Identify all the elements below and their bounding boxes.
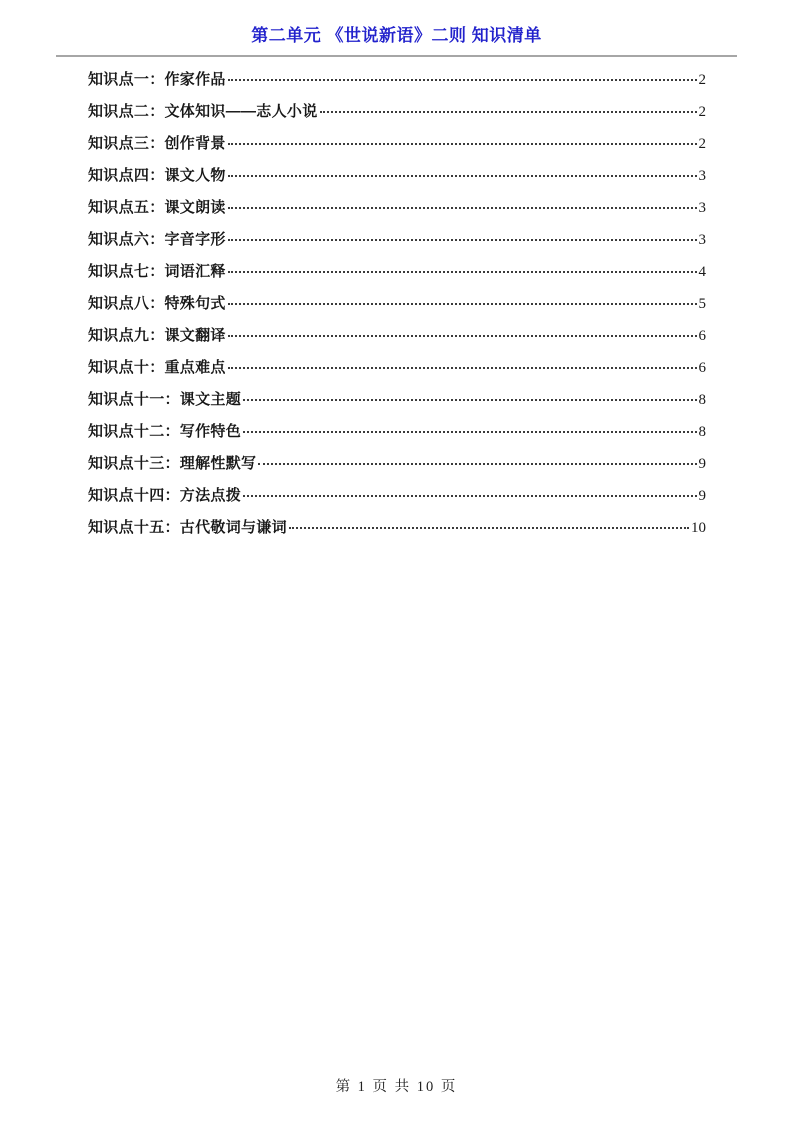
toc-item-label: 知识点四：课文人物 xyxy=(88,167,226,184)
toc-dotted-leader xyxy=(228,303,697,305)
toc-dotted-leader xyxy=(228,239,697,241)
toc-item-label: 知识点十：重点难点 xyxy=(88,359,226,376)
toc-item-label: 知识点八：特殊句式 xyxy=(88,295,226,312)
toc-item-label: 知识点五：课文朗读 xyxy=(88,199,226,216)
toc-entry[interactable] xyxy=(88,292,706,324)
toc-item-page: 9 xyxy=(698,488,706,504)
toc-item-page: 2 xyxy=(698,136,706,152)
toc-item-label: 知识点十二：写作特色 xyxy=(88,423,242,440)
toc-item-label: 知识点十三：理解性默写 xyxy=(88,455,257,472)
toc-dotted-leader xyxy=(228,367,697,369)
toc-item-label: 知识点十五：古代敬词与谦词 xyxy=(88,519,287,536)
toc-entry[interactable] xyxy=(88,260,706,292)
toc-item-page: 3 xyxy=(698,168,706,184)
toc-entry[interactable] xyxy=(88,356,706,388)
toc-dotted-leader xyxy=(243,399,696,401)
toc-item-page: 10 xyxy=(691,520,706,536)
title-divider xyxy=(56,55,737,57)
toc-item-page: 8 xyxy=(698,392,706,408)
toc-dotted-leader xyxy=(243,431,696,433)
toc-entry[interactable] xyxy=(88,196,706,228)
toc-entry[interactable] xyxy=(88,132,706,164)
toc-entry[interactable] xyxy=(88,164,706,196)
toc-item-page: 3 xyxy=(698,200,706,216)
toc-item-page: 3 xyxy=(698,232,706,248)
toc-item-label: 知识点九：课文翻译 xyxy=(88,327,226,344)
toc-item-page: 8 xyxy=(698,424,706,440)
toc-entry[interactable] xyxy=(88,452,706,484)
toc-item-label: 知识点十一：课文主题 xyxy=(88,391,242,408)
toc-list xyxy=(88,68,706,548)
toc-entry[interactable] xyxy=(88,516,706,548)
toc-item-label: 知识点七：词语汇释 xyxy=(88,263,226,280)
toc-dotted-leader xyxy=(320,111,697,113)
toc-item-page: 6 xyxy=(698,360,706,376)
toc-dotted-leader xyxy=(228,271,697,273)
toc-entry[interactable] xyxy=(88,324,706,356)
toc-item-page: 2 xyxy=(698,72,706,88)
toc-dotted-leader xyxy=(228,79,697,81)
page-title: 第二单元 《世说新语》二则 知识清单 xyxy=(251,26,542,45)
toc-entry[interactable] xyxy=(88,228,706,260)
toc-dotted-leader xyxy=(258,463,696,465)
toc-entry[interactable] xyxy=(88,68,706,100)
toc-dotted-leader xyxy=(228,207,697,209)
toc-dotted-leader xyxy=(228,335,697,337)
toc-item-page: 9 xyxy=(698,456,706,472)
toc-item-label: 知识点三：创作背景 xyxy=(88,135,226,152)
toc-item-label: 知识点二：文体知识——志人小说 xyxy=(88,103,318,120)
toc-item-page: 4 xyxy=(698,264,706,280)
toc-dotted-leader xyxy=(228,143,697,145)
toc-entry[interactable] xyxy=(88,100,706,132)
toc-item-page: 5 xyxy=(698,296,706,312)
toc-item-page: 6 xyxy=(698,328,706,344)
toc-dotted-leader xyxy=(228,175,697,177)
toc-item-label: 知识点六：字音字形 xyxy=(88,231,226,248)
toc-entry[interactable] xyxy=(88,420,706,452)
toc-entry[interactable] xyxy=(88,388,706,420)
toc-item-page: 2 xyxy=(698,104,706,120)
page-footer: 第 1 页 共 10 页 xyxy=(335,1079,458,1095)
toc-item-label: 知识点一：作家作品 xyxy=(88,71,226,88)
toc-dotted-leader xyxy=(289,527,689,529)
toc-entry[interactable] xyxy=(88,484,706,516)
toc-item-label: 知识点十四：方法点拨 xyxy=(88,487,242,504)
toc-dotted-leader xyxy=(243,495,696,497)
